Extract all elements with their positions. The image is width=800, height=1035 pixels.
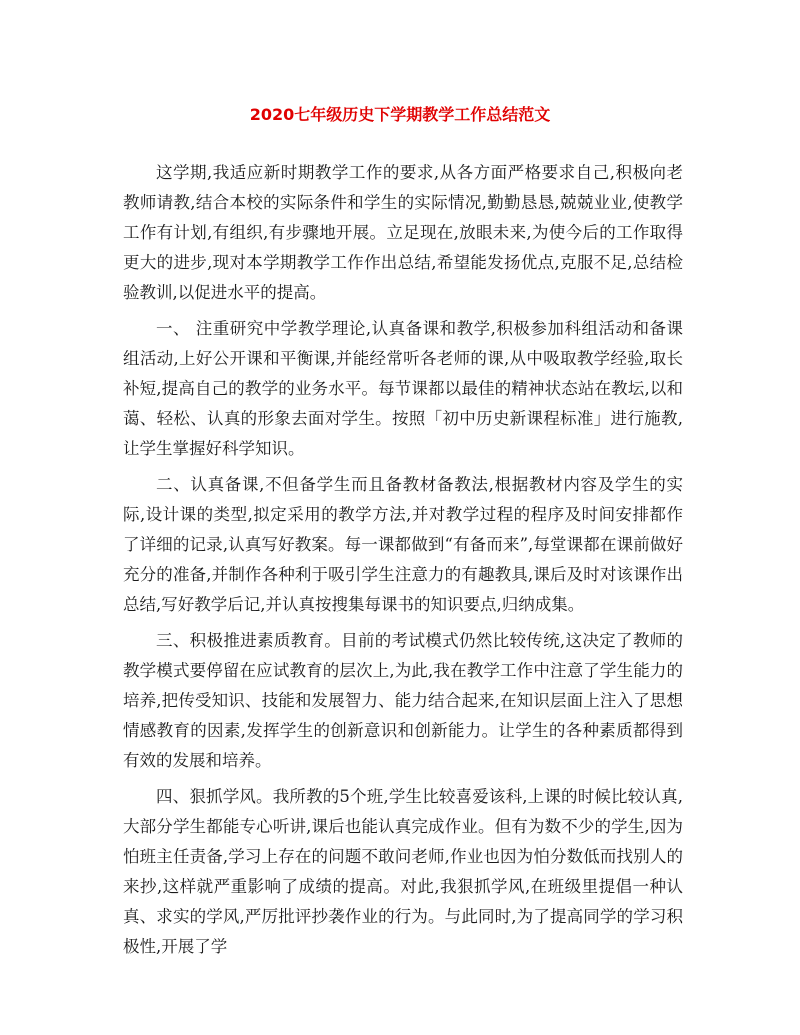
document-body [123, 158, 683, 968]
paragraph-section-2: 二、认真备课,不但备学生而且备教材备教法,根据教材内容及学生的实际,设计课的类型,拟定采用的教学方法,并对教学过程的程序及时间安排都作了详细的记录,认真写好教案。每一课都做到“有备而来”,每堂课都在课前做好充分的准备,并制作各种利于吸引学生注意力的有趣教具,课后及时对该课作出总结,写好教学后记,并认真按搜集每课书的知识要点,归纳成集。 [123, 475, 683, 614]
document-title: 2020七年级历史下学期教学工作总结范文 [249, 105, 551, 124]
paragraph-section-1: 一、 注重研究中学教学理论,认真备课和教学,积极参加科组活动和备课组活动,上好公开课和平衡课,并能经常听各老师的课,从中吸取教学经验,取长补短,提高自己的教学的业务水平。每节课都以最佳的精神状态站在教坛,以和蔼、轻松、认真的形象去面对学生。按照「初中历史新课程标准」进行施教,让学生掌握好科学知识。 [123, 319, 683, 458]
paragraph-section-3: 三、积极推进素质教育。目前的考试模式仍然比较传统,这决定了教师的教学模式要停留在应试教育的层次上,为此,我在教学工作中注意了学生能力的培养,把传受知识、技能和发展智力、能力结合起来,在知识层面上注入了思想情感教育的因素,发挥学生的创新意识和创新能力。让学生的各种素质都得到有效的发展和培养。 [123, 631, 683, 770]
paragraph-intro: 这学期,我适应新时期教学工作的要求,从各方面严格要求自己,积极向老教师请教,结合本校的实际条件和学生的实际情况,勤勤恳恳,兢兢业业,使教学工作有计划,有组织,有步骤地开展。立足现在,放眼未来,为使今后的工作取得更大的进步,现对本学期教学工作作出总结,希望能发扬优点,克服不足,总结检验教训,以促进水平的提高。 [123, 163, 683, 302]
paragraph-section-4: 四、狠抓学风。我所教的5个班,学生比较喜爱该科,上课的时候比较认真,大部分学生都能专心听讲,课后也能认真完成作业。但有为数不少的学生,因为怕班主任责备,学习上存在的问题不敢问老师,作业也因为怕分数低而找别人的来抄,这样就严重影响了成绩的提高。对此,我狠抓学风,在班级里提倡一种认真、求实的学风,严厉批评抄袭作业的行为。与此同时,为了提高同学的学习积极性,开展了学 [123, 787, 683, 956]
